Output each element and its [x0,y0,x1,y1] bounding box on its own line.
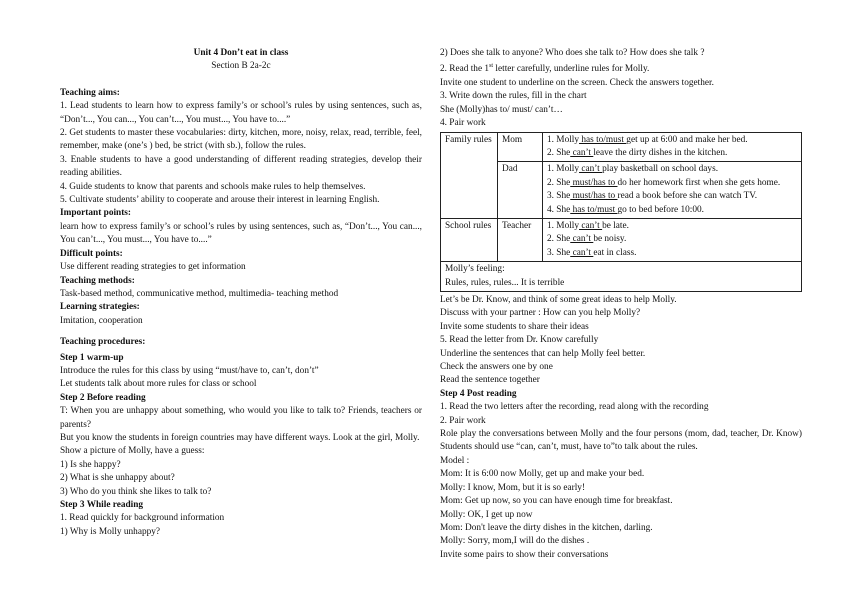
learning-strategies-text: Imitation, cooperation [60,315,143,326]
rule-line [547,177,797,190]
rule-pre: 2. She [547,234,571,245]
rules-chart [440,132,802,292]
document-title: Unit 4 Don’t eat in class [193,48,289,58]
aim-item: 2. Get students to master these vocabularies: dirty, kitchen, more, noisy, relax, read, terrible, feel, remember, make (one’s ) bed, be strict (with sb.), follow the rules. [60,128,422,152]
teaching-methods-heading: Teaching methods: [60,275,135,286]
rule-post: be noisy. [593,234,627,245]
read-letter-sup: st [489,63,494,70]
rule-underlined: has to/must [570,204,618,215]
mom-cell: Mom [498,132,543,162]
after-chart-line: Let’s be Dr. Know, and think of some great ideas to help Molly. [440,295,677,305]
teaching-aims-heading: Teaching aims: [60,87,120,98]
chart-row-mom [441,132,802,162]
feeling-text: Rules, rules, rules... It is terrible [445,277,565,288]
rule-pre: 3. She [547,247,571,258]
important-points-heading: Important points: [60,208,132,219]
rule-post: play basketball on school days. [602,164,719,175]
mom-rules-cell [543,132,802,162]
feeling-cell [441,262,802,292]
right-column [440,47,802,562]
step1-heading: Step 1 warm-up [60,352,124,363]
rule-pre: 2. She [547,177,571,188]
important-points-text: learn how to express family’s or school’s rules by using sentences, such as, “Don’t..., You can..., You can’t..., You must..., You have to....” [60,221,422,246]
teacher-cell: Teacher [498,218,543,261]
model-line: Model : [440,455,470,466]
rule-underlined: has to/must [579,134,627,145]
family-rules-cell: Family rules [441,132,498,218]
rule-line [547,163,797,176]
step4-line: 1. Read the two letters after the recording, read along with the recording [440,402,709,413]
step4-paragraph: Role play the conversations between Molly and the four persons (mom, dad, teacher, Dr. Know) Students should use “can, can’t, must, have to”to talk about the rules. [440,429,802,453]
procedures-heading: Teaching procedures: [60,337,146,348]
step2-paragraph: But you know the students in foreign countries may have different ways. Look at the girl, Molly. [60,432,420,443]
rule-post: get up at 6:00 and make her bed. [626,134,748,145]
rule-underlined: can’t [570,247,594,258]
rule-line [547,190,797,203]
difficult-points-heading: Difficult points: [60,248,123,259]
school-rules-cell: School rules [441,218,498,261]
step2-paragraph: Show a picture of Molly, have a guess: [60,446,205,457]
rule-underlined: can’t [570,147,594,158]
step3-line: 1) Why is Molly unhappy? [60,526,161,537]
dad-cell: Dad [498,162,543,219]
aim-item: 4. Guide students to know that parents and schools make rules to help themselves. [60,181,366,192]
model-line: Molly: OK, I get up now [440,509,533,520]
rule-line [547,220,797,233]
model-line: Molly: I know, Mom, but it is so early! [440,482,586,493]
left-column [60,47,422,539]
question-line: 2) Does she talk to anyone? Who does she talk to? How does she talk ? [440,48,705,58]
after-chart-line: Discuss with your partner : How can you help Molly? [440,308,641,319]
rule-line [547,204,797,217]
rule-underlined: must/has to [570,177,618,188]
step1-line: Let students talk about more rules for class or school [60,379,257,390]
read-letter-pre: 2. Read the 1 [440,64,490,75]
rule-pre: 1. Molly [547,134,580,145]
rule-pre: 2. She [547,147,571,158]
rule-post: eat in class. [593,247,637,258]
model-line: Invite some pairs to show their conversations [440,549,609,560]
aim-item: 3. Enable students to have a good understanding of different reading strategies, develop their reading abilities. [60,154,422,179]
step3-heading: Step 3 While reading [60,500,144,510]
after-chart-line: Check the answers one by one [440,362,553,373]
rule-line [547,134,797,147]
step2-question: 2) What is she unhappy about? [60,473,175,484]
document-subtitle: Section B 2a-2c [211,61,271,72]
rule-underlined: can’t [570,234,594,245]
chart-row-feeling [441,262,802,292]
teacher-rules-cell [543,218,802,261]
step4-heading: Step 4 Post reading [440,388,517,399]
rule-line [547,233,797,246]
rule-pre: 1. Molly [547,220,580,231]
step3-line: 1. Read quickly for background information [60,513,225,524]
rule-underlined: can’t [579,164,603,175]
rule-post: be late. [602,220,629,231]
instruction-line: Invite one student to underline on the screen. Check the answers together. [440,77,714,88]
difficult-points-text: Use different reading strategies to get information [60,262,246,273]
step2-question: 1) Is she happy? [60,459,121,470]
rule-pre: 1. Molly [547,164,580,175]
step2-heading: Step 2 Before reading [60,392,146,403]
rule-line [547,147,797,160]
step2-paragraph: T: When you are unhappy about something, who would you like to talk to? Friends, teachers or parents? [60,406,422,430]
after-chart-line: Read the sentence together [440,375,540,386]
aim-item: 5. Cultivate students’ ability to cooperate and arouse their interest in learning English. [60,195,380,206]
teaching-methods-text: Task-based method, communicative method, multimedia- teaching method [60,288,339,299]
rule-underlined: can’t [579,220,603,231]
read-letter-post: letter carefully, underline rules for Molly. [493,64,650,75]
feeling-label: Molly’s feeling: [445,264,505,275]
read-letter-line [440,60,802,77]
aim-item: 1. Lead students to learn how to express family’s or school’s rules by using sentences, such as, “Don’t..., You can..., You can’t..., You must..., You have to....” [60,101,422,125]
rule-post: leave the dirty dishes in the kitchen. [593,147,728,158]
instruction-line: She (Molly)has to/ must/ can’t… [440,104,563,115]
model-line: Molly: Sorry, mom,I will do the dishes . [440,536,590,547]
instruction-line: 4. Pair work [440,118,486,129]
rule-pre: 3. She [547,191,571,202]
model-line: Mom: Don't leave the dirty dishes in the kitchen, darling. [440,522,653,533]
after-chart-line: Underline the sentences that can help Molly feel better. [440,348,646,359]
learning-strategies-heading: Learning strategies: [60,302,140,313]
dad-rules-cell [543,162,802,219]
after-chart-line: Invite some students to share their ideas [440,321,589,332]
chart-row-teacher [441,218,802,261]
model-line: Mom: It is 6:00 now Molly, get up and make your bed. [440,469,645,480]
instruction-line: 3. Write down the rules, fill in the chart [440,91,587,102]
step4-line: 2. Pair work [440,415,486,426]
rule-post: go to bed before 10:00. [617,204,705,215]
rule-post: read a book before she can watch TV. [617,191,758,202]
step1-line: Introduce the rules for this class by using “must/have to, can’t, don’t” [60,365,319,376]
rule-underlined: must/has to [570,191,618,202]
rule-post: do her homework first when she gets home. [617,177,781,188]
after-chart-line: 5. Read the letter from Dr. Know carefully [440,335,599,346]
model-line: Mom: Get up now, so you can have enough time for breakfast. [440,496,673,507]
rule-line [547,247,797,260]
step2-question: 3) Who do you think she likes to talk to? [60,486,212,497]
rule-pre: 4. She [547,204,571,215]
